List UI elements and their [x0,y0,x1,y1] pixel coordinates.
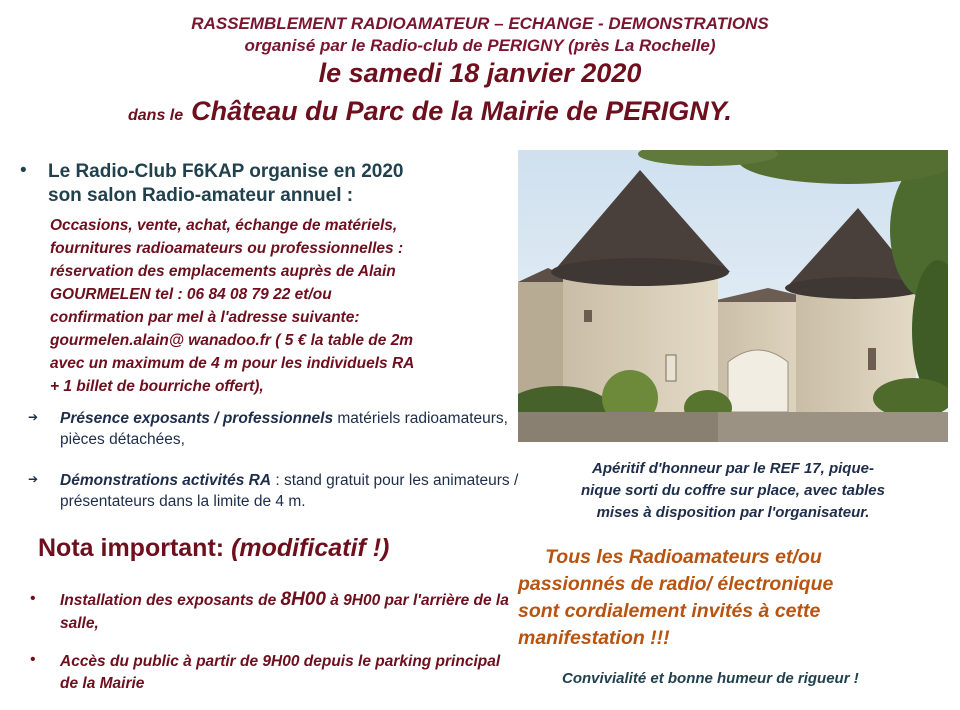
aperitif-line-1 [518,458,948,480]
event-venue [128,96,732,127]
detail-line: gourmelen.alain@ wanadoo.fr ( 5 € la table de 2m [50,332,414,349]
info-text: à [325,592,344,609]
info-time: 9H00 [343,592,381,609]
info-text: Installation des exposants de [60,592,281,609]
detail-line: fournitures radioamateurs ou professionnelles : [50,240,404,257]
venue-prefix: dans le [128,107,184,124]
info-time: 8H00 [280,589,326,610]
header-line-1: RASSEMBLEMENT RADIOAMATEUR – ECHANGE - DEMONSTRATIONS [191,14,769,33]
point-title: Démonstrations activités RA [60,472,272,489]
invitation-line: passionnés de radio/ électronique [518,573,834,595]
bullet-icon: • [30,590,36,607]
point-demonstrations [60,470,520,512]
detail-line: Occasions, vente, achat, échange de matériels, [50,217,398,234]
detail-line: réservation des emplacements auprès de Alain [50,263,396,280]
aperitif-text: Apéritif d'honneur par le [592,460,770,477]
invitation-line: Tous les Radioamateurs et/ou [518,546,822,568]
event-date: le samedi 18 janvier 2020 [318,58,642,88]
aperitif-line-3: mises à disposition par l'organisateur. [596,504,870,521]
invitation-line: manifestation !!! [518,627,670,649]
intro-line-2: son salon Radio-amateur annuel : [48,185,354,206]
point-text: matériels radioamateurs, pièces détachées, [60,410,508,448]
arrow-icon: ➔ [28,410,39,424]
invitation-line: sont cordialement invités à cette [518,600,821,622]
intro-heading [48,160,518,208]
nota-subtitle: (modificatif !) [231,534,390,562]
bullet-icon: • [20,160,27,181]
chateau-photo [518,150,948,442]
detail-line: GOURMELEN tel : 06 84 08 79 22 et/ou [50,286,332,303]
reservation-details [50,214,520,398]
aperitif-note [518,458,948,524]
nota-title: Nota important: [38,534,225,562]
header-line-2: organisé par le Radio-club de PERIGNY (près La Rochelle) [244,36,716,55]
detail-line: + 1 billet de bourriche offert), [50,378,264,395]
point-title: Présence exposants / professionnels [60,410,334,427]
info-public-access: Accès du public à partir de 9H00 depuis le parking principal de la Mairie [60,653,501,692]
detail-line: avec un maximum de 4 m pour les individuels RA [50,355,415,372]
detail-line: confirmation par mel à l'adresse suivante: [50,309,360,326]
closing-line: Convivialité et bonne humeur de rigueur ! [562,670,859,687]
arrow-icon: ➔ [28,472,39,486]
bullet-icon: • [30,651,36,668]
point-exposants [60,408,520,450]
info-text: par l'arrière de la salle, [60,592,509,632]
point-text: : stand gratuit pour les animateurs / présentateurs dans la limite de 4 m. [60,472,519,510]
nota-heading [38,534,389,563]
venue-name: Château du Parc de la Mairie de PERIGNY. [191,96,732,126]
aperitif-line-2: nique sorti du coffre sur place, avec tables [581,482,885,499]
info-installation [60,588,520,635]
aperitif-text: , pique- [820,460,874,477]
invitation-text [518,544,958,652]
ref-name: REF 17 [769,460,821,477]
intro-line-1: Le Radio-Club F6KAP organise en 2020 [48,161,404,182]
